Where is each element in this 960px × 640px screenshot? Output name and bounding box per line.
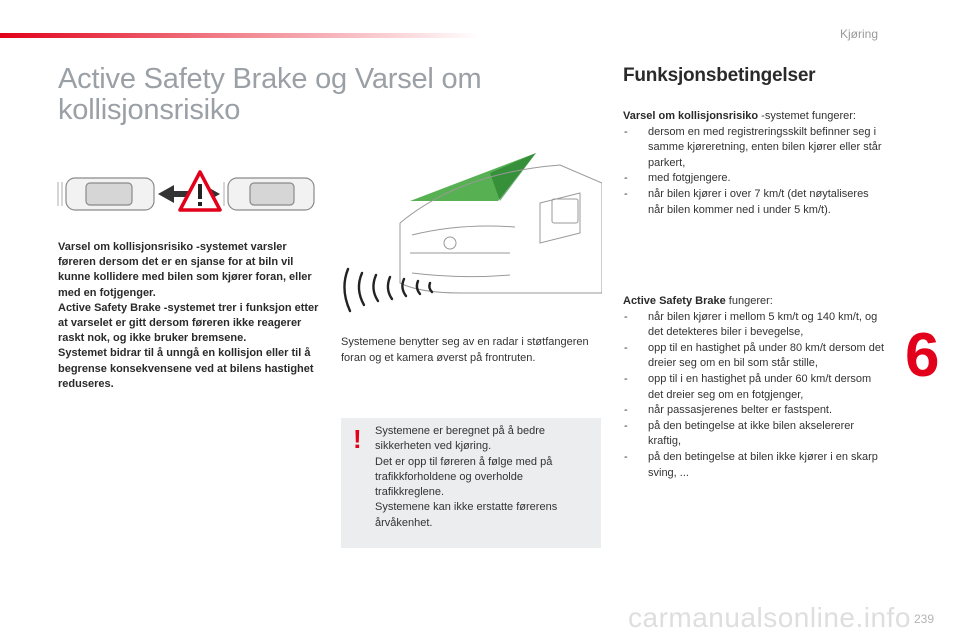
list-item: - når bilen kjører i over 7 km/t (det nøytaliseres når bilen kommer ned i under 5 km/t).: [623, 187, 885, 218]
systems-description: Systemene benytter seg av en radar i støtfangeren foran og et kamera øverst på frontruten.: [341, 336, 589, 364]
intro-p2-strong: Active Safety Brake: [58, 301, 161, 314]
intro-p1-rest: -systemet varsler føreren dersom det er en sjanse for at biln vil kunne kollidere med bilen som kjører foran, eller med en fotjgenger.: [58, 241, 312, 299]
list-item: - på den betingelse at ikke bilen akselererer kraftig,: [623, 419, 885, 450]
list-item: - opp til en hastighet på under 80 km/t dersom det dreier seg om en bil som står stille,: [623, 341, 885, 372]
page-number: 239: [914, 612, 935, 626]
list-item: - når passasjerenes belter er fastspent.: [623, 403, 885, 419]
list-item: - opp til i en hastighet på under 60 km/t dersom det dreier seg om en fotgjenger,: [623, 372, 885, 403]
warning-conditions-lead: [623, 109, 885, 125]
chapter-number: 6: [905, 321, 940, 390]
lead-strong: Varsel om kollisjonsrisiko: [623, 110, 759, 122]
page-title: Active Safety Brake og Varsel om kollisjonsrisiko: [58, 63, 482, 126]
intro-paragraph: Systemet bidrar til å unngå en kollisjon eller til å begrense konsekvensene ved at bilens hastighet reduseres.: [58, 347, 314, 390]
brake-conditions-list: [623, 310, 885, 482]
chapter-name: Kjøring: [840, 27, 879, 41]
notice-line: Det er opp til føreren å følge med på trafikkforholdene og overholde trafikkreglene.: [375, 455, 553, 499]
header-accent-rule: [0, 33, 480, 38]
warning-mark-icon: !: [353, 424, 362, 454]
intro-p1-strong: Varsel om kollisjonsrisiko: [58, 241, 194, 253]
car-icon: [58, 178, 154, 210]
warning-conditions-list: [623, 125, 885, 219]
intro-paragraph: [58, 240, 320, 301]
radar-waves-icon: [344, 269, 432, 311]
watermark: carmanualsonline.info: [628, 602, 911, 633]
lead-rest: -systemet fungerer:: [758, 110, 856, 122]
brake-conditions-lead: [623, 294, 885, 310]
intro-p2-rest: -systemet trer i funksjon etter at varselet er gitt dersom føreren ikke reagerer raskt nok, og ikke bruker bremsene.: [58, 301, 319, 345]
intro-paragraph: [58, 301, 320, 347]
car-icon: [224, 178, 314, 210]
collision-warning-illustration: [56, 170, 318, 216]
list-item: - med fotgjengere.: [623, 171, 885, 187]
conditions-title: Funksjonsbetingelser: [623, 65, 816, 86]
radar-camera-illustration: [340, 143, 602, 329]
notice-line: Systemene kan ikke erstatte førerens årvåkenhet.: [375, 501, 558, 529]
notice-line: Systemene er beregnet på å bedre sikkerheten ved kjøring.: [375, 425, 546, 453]
list-item: - dersom en med registreringsskilt befinner seg i samme kjøreretning, enten bilen kjører eller står parkert,: [623, 125, 885, 172]
intro-text: [58, 240, 320, 392]
lead-rest: fungerer:: [725, 295, 773, 307]
list-item: - på den betingelse at bilen ikke kjører i en skarp sving, ...: [623, 450, 885, 481]
brake-conditions: [623, 294, 885, 481]
lead-strong: Active Safety Brake: [623, 295, 726, 307]
notice-box: [341, 418, 601, 548]
list-item: - når bilen kjører i mellom 5 km/t og 140 km/t, og det detekteres biler i bevegelse,: [623, 310, 885, 341]
warning-conditions: [623, 109, 885, 218]
notice-text: [375, 424, 589, 531]
